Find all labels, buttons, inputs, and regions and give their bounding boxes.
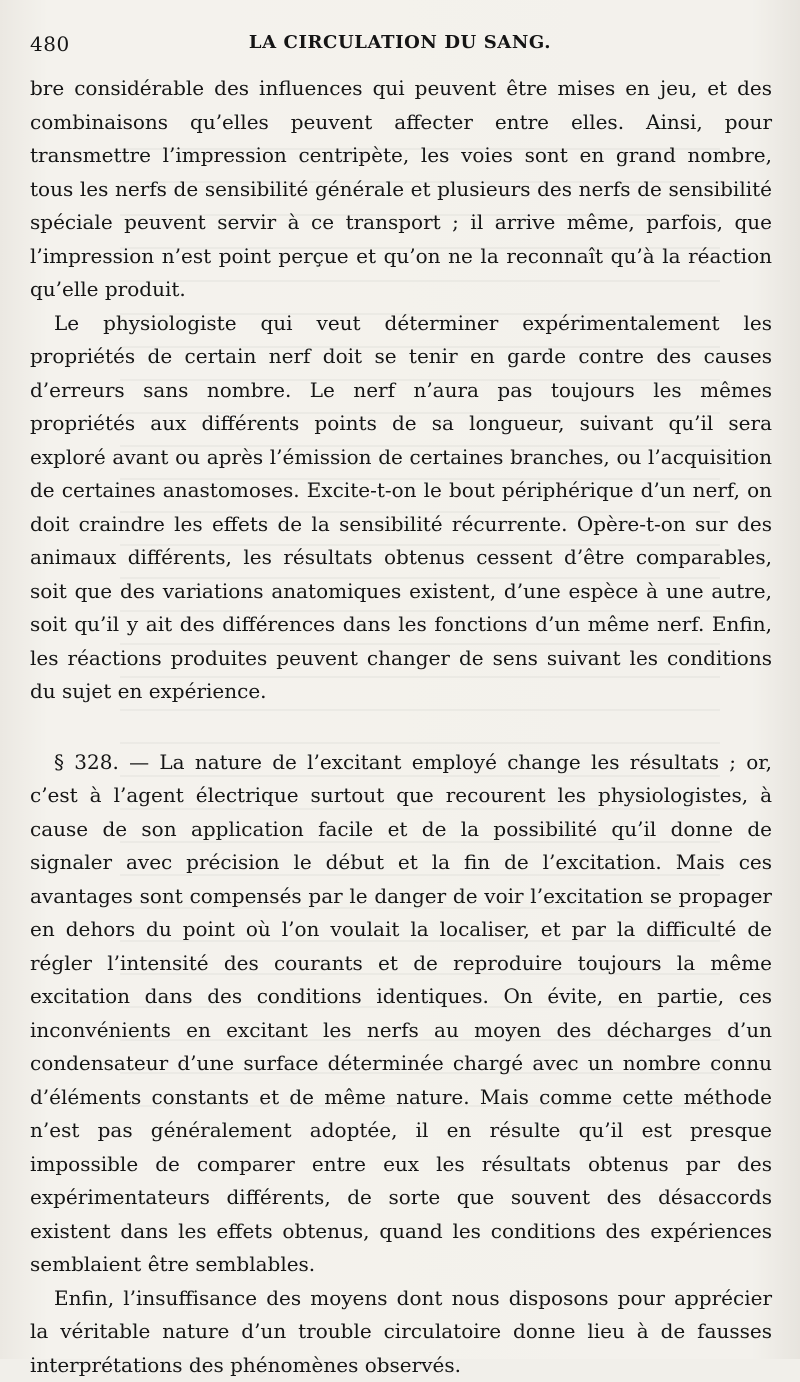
section-spacer [30,709,772,746]
main-text [30,72,772,1382]
paragraph-physiologist: Le physiologiste qui veut déterminer expérimentalement les propriétés de certain nerf doit se tenir en garde contre des causes d’erreurs sans nombre. Le nerf n’aura pas toujours les mêmes propriétés aux différents points de sa longueur, suivant qu’il sera exploré avant ou après l’émission de certaines branches, ou l’acquisition de certaines anastomoses. Excite-t-on le bout périphérique d’un nerf, on doit craindre les effets de la sensibilité récurrente. Opère-t-on sur des animaux différents, les résultats obtenus cessent d’être comparables, soit que des variations anatomiques existent, d’une espèce à une autre, soit qu’il y ait des différences dans les fonctions d’un même nerf. Enfin, les réactions produites peuvent changer de sens suivant les conditions du sujet en expérience. [30,307,772,709]
paragraph-continued: bre considérable des influences qui peuvent être mises en jeu, et des combinaisons qu’elles peuvent affecter entre elles. Ainsi, pour transmettre l’impression centripète, les voies sont en grand nombre, tous les nerfs de sensibilité générale et plusieurs des nerfs de sensibilité spéciale peuvent servir à ce transport ; il arrive même, parfois, que l’impression n’est point perçue et qu’on ne la reconnaît qu’à la réaction qu’elle produit. [30,72,772,307]
running-title: LA CIRCULATION DU SANG. [30,32,770,53]
page-number: 480 [30,32,70,56]
page-header [30,32,770,62]
section-328-paragraph: § 328. — La nature de l’excitant employé change les résultats ; or, c’est à l’agent électrique surtout que recourent les physiologistes, à cause de son application facile et de la possibilité qu’il donne de signaler avec précision le début et la fin de l’excitation. Mais ces avantages sont compensés par le danger de voir l’excitation se propager en dehors du point où l’on voulait la localiser, et par la difficulté de régler l’intensité des courants et de reproduire toujours la même excitation dans des conditions identiques. On évite, en partie, ces inconvénients en excitant les nerfs au moyen des décharges d’un condensateur d’une surface déterminée chargé avec un nombre connu d’éléments constants et de même nature. Mais comme cette méthode n’est pas généralement adoptée, il en résulte qu’il est presque impossible de comparer entre eux les résultats obtenus par des expérimentateurs différents, de sorte que souvent des désaccords existent dans les effets obtenus, quand les conditions des expériences semblaient être semblables. [30,746,772,1282]
closing-paragraph: Enfin, l’insuffisance des moyens dont nous disposons pour apprécier la véritable nature d’un trouble circulatoire donne lieu à de fausses interprétations des phénomènes observés. [30,1282,772,1382]
